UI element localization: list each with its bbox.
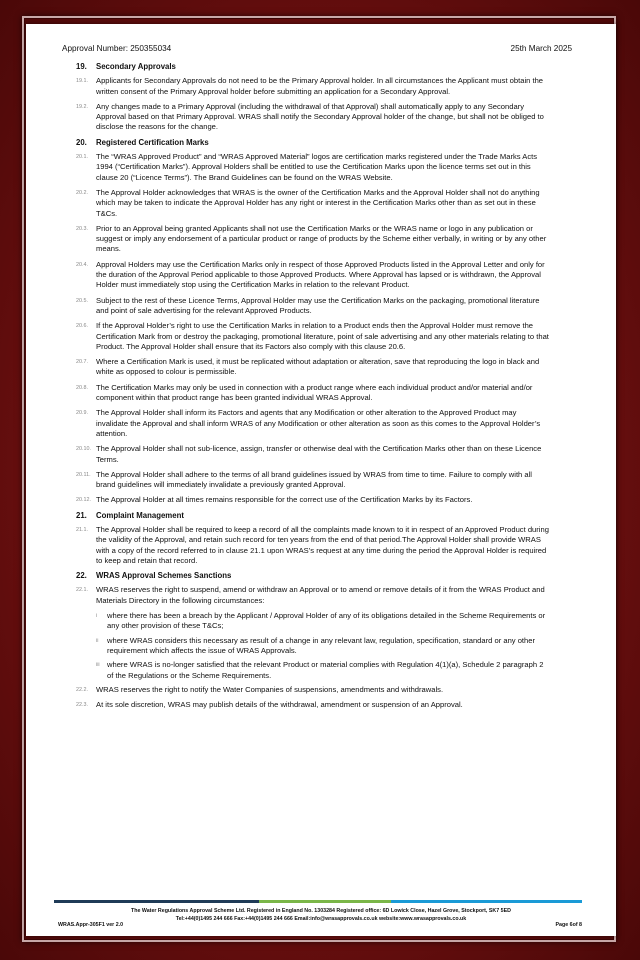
section-number: 21. bbox=[76, 510, 87, 520]
clause-number: 20.12. bbox=[76, 497, 91, 504]
clause bbox=[76, 700, 550, 710]
clause-text: The Certification Marks may only be used in connection with a product range where each individual product and/or material and/or component within that product range has been granted individual WRAS Approval. bbox=[96, 382, 533, 403]
section-number: 20. bbox=[76, 137, 87, 147]
clause bbox=[76, 495, 550, 505]
clause-number: 20.3. bbox=[76, 225, 88, 232]
clause-text: Any changes made to a Primary Approval (including the withdrawal of that Approval) shall automatically apply to any Secondary Approval based on that Primary Approval. WRAS shall notify the Secondary Approval holder of the change, but shall not be obliged to disclose the reasons for the change. bbox=[96, 101, 544, 132]
section-title: Secondary Approvals bbox=[96, 62, 176, 71]
clause bbox=[76, 296, 550, 317]
clause-text: The Approval Holder shall adhere to the terms of all brand guidelines issued by WRAS from time to time. Failure to comply with all brand guidelines will immediately invalidate a previously granted Approval. bbox=[96, 469, 532, 490]
clause bbox=[76, 444, 550, 465]
footer-company-line: The Water Regulations Approval Scheme Ltd. Registered in England No. 1303284 Registered office: 6D Lowick Close, Hazel Grove, Stockport, SK7 5ED bbox=[131, 908, 511, 914]
sub-clause-number: i bbox=[96, 613, 98, 620]
header-date: 25th March 2025 bbox=[510, 44, 572, 53]
clause-number: 22.1. bbox=[76, 587, 88, 594]
clause-text: If the Approval Holder’s right to use the Certification Marks in relation to a Product ends then the Approval Holder must remove the Certification Mark from or destroy the packaging, promotional literature, point of sale advertising and any other materials relating to that Product. The Approval Holder shall ensure that its Factors also comply with this clause 20.6. bbox=[96, 321, 549, 351]
clause-text: Applicants for Secondary Approvals do not need to be the Primary Approval holder. In all circumstances the Applicant must obtain the written consent of the Primary Approval holder before submitting an application for a Secondary Approval. bbox=[96, 76, 544, 96]
clause-number: 20.2. bbox=[76, 189, 88, 196]
clause bbox=[76, 408, 550, 439]
clause-number: 20.8. bbox=[76, 384, 88, 391]
clause-text: Where a Certification Mark is used, it must be replicated without adaptation or alteration, save that reproducing the logo in black and white as opposed to colour is permissible. bbox=[96, 357, 540, 377]
sub-clause-number: ii bbox=[96, 637, 99, 644]
clause bbox=[76, 76, 550, 97]
clause-text: Subject to the rest of these Licence Terms, Approval Holder may use the Certification Marks on the packaging, promotional literature and point of sale advertising for the relevant Approved Products. bbox=[96, 295, 540, 315]
clause bbox=[76, 470, 550, 491]
clause bbox=[76, 585, 550, 606]
clause-text: The Approval Holder shall be required to keep a record of all the complaints made known to it in respect of an Approved Product during the validity of the Approval, and retain such record for ten years from the end of that period.The Approval Holder shall provide WRAS with a copy of the record referred to in clause 21.1 upon WRAS’s request at any time during the period the Approval Holder is required to keep and retain that record. bbox=[96, 524, 549, 565]
footer-contact-line: Tel:+44(0)1495 244 666 Fax:+44(0)1495 244 666 Email:info@wrasapprovals.co.uk website:www.wrasapprovals.co.uk bbox=[175, 916, 467, 922]
clause-text: Prior to an Approval being granted Applicants shall not use the Certification Marks or the WRAS name or logo in any publication or suggest or imply any endorsement of a particular product or range of products by the Scheme either verbally, in writing or by any other means. bbox=[96, 223, 547, 254]
section-heading bbox=[76, 62, 550, 72]
clause-number: 19.2. bbox=[76, 103, 88, 110]
section-number: 19. bbox=[76, 62, 87, 71]
footer-bar-navy bbox=[54, 900, 259, 903]
clause-text: The Approval Holder shall inform its Factors and agents that any Modification or other alteration to the Approved Product may invalidate the Approval and shall inform WRAS of any Modification or other alteration as soon as this comes to the Approval Holder’s attention. bbox=[96, 408, 541, 438]
clause-number: 20.10. bbox=[76, 446, 91, 453]
clause-number: 20.1. bbox=[76, 154, 88, 161]
sub-clause-text: where WRAS is no-longer satisfied that the relevant Product or material complies with Regulation 4(1)(a), Schedule 2 paragraph 2 of the Regulations or the Scheme Requirements. bbox=[107, 660, 544, 680]
section-heading bbox=[76, 511, 550, 521]
section-heading bbox=[76, 571, 550, 581]
footer-page-number: Page 6of 8 bbox=[555, 922, 582, 928]
approval-number: Approval Number: 250355034 bbox=[62, 44, 172, 53]
sub-clause bbox=[76, 660, 550, 681]
clause-number: 20.11. bbox=[76, 471, 91, 478]
clause bbox=[76, 383, 550, 404]
clause-number: 20.9. bbox=[76, 410, 88, 417]
section-heading bbox=[76, 138, 550, 148]
sub-clause bbox=[76, 611, 550, 632]
clause-number: 20.7. bbox=[76, 359, 88, 366]
clause-text: Approval Holders may use the Certification Marks only in respect of those Approved Products listed in the Approval Letter and only for the duration of the Approval Period applicable to those Approved Products. Where Approval has lapsed or is withdrawn, the Approval Holder must immediately stop using the Certification Marks in relation to the relevant Product. bbox=[96, 259, 545, 290]
footer-color-bar bbox=[54, 900, 582, 903]
section-number: 22. bbox=[76, 571, 87, 581]
clause bbox=[76, 525, 550, 566]
footer-doc-ref: WRAS.Appr-305F1 ver 2.0 bbox=[58, 922, 124, 928]
clause-text: The “WRAS Approved Product” and “WRAS Approved Material” logos are certification marks registered under the Trade Marks Acts 1994 (“Certification Marks”). Approval Holders shall be entitled to use the Certification Marks upon the licence terms set out in this clause 20 (“Licence Terms”). The Brand Guidelines can be found on the WRAS Website. bbox=[96, 152, 538, 182]
clause bbox=[76, 685, 550, 695]
section-title: WRAS Approval Schemes Sanctions bbox=[96, 571, 232, 581]
sub-clause bbox=[76, 636, 550, 657]
clause-number: 19.1. bbox=[76, 78, 88, 85]
clause-text: At its sole discretion, WRAS may publish details of the withdrawal, amendment or suspension of an Approval. bbox=[96, 700, 463, 710]
clause bbox=[76, 321, 550, 352]
section-title: Registered Certification Marks bbox=[96, 137, 209, 147]
document-page bbox=[26, 24, 616, 936]
sub-clause-number: iii bbox=[96, 662, 100, 669]
clause-text: The Approval Holder at all times remains responsible for the correct use of the Certification Marks by its Factors. bbox=[96, 495, 473, 505]
clause-text: WRAS reserves the right to notify the Water Companies of suspensions, amendments and withdrawals. bbox=[96, 684, 444, 694]
clause-number: 20.5. bbox=[76, 297, 88, 304]
clause-number: 20.6. bbox=[76, 323, 88, 330]
clause bbox=[76, 102, 550, 133]
clause-number: 20.4. bbox=[76, 261, 88, 268]
clause bbox=[76, 260, 550, 291]
clause bbox=[76, 224, 550, 255]
clause bbox=[76, 188, 550, 219]
clause bbox=[76, 152, 550, 183]
clause bbox=[76, 357, 550, 378]
page-header bbox=[62, 44, 572, 53]
sub-clause-text: where there has been a breach by the Applicant / Approval Holder of any of its obligations detailed in the Scheme Requirements or any other provision of these T&Cs; bbox=[107, 611, 546, 631]
clause-text: WRAS reserves the right to suspend, amend or withdraw an Approval or to amend or remove details of it from the WRAS Product and Materials Directory in the following circumstances: bbox=[96, 585, 545, 605]
section-title: Complaint Management bbox=[96, 510, 184, 520]
sub-clause-text: where WRAS considers this necessary as result of a change in any relevant law, regulation, specification, standard or any other requirement which affects the issue of WRAS Approvals. bbox=[107, 635, 536, 655]
clause-text: The Approval Holder shall not sub-licence, assign, transfer or otherwise deal with the Certification Marks other than on these Licence Terms. bbox=[96, 444, 542, 464]
terms-content bbox=[76, 60, 550, 715]
clause-number: 21.1. bbox=[76, 526, 88, 533]
clause-number: 22.2. bbox=[76, 686, 88, 693]
clause-text: The Approval Holder acknowledges that WRAS is the owner of the Certification Marks and the Approval Holder shall not do anything which may be taken to indicate the Approval Holder has any right or interest in the Certification Marks other than as set out in these T&Cs. bbox=[96, 187, 540, 218]
footer-bar-green bbox=[259, 900, 391, 903]
clause-number: 22.3. bbox=[76, 702, 88, 709]
footer-bar-blue bbox=[391, 900, 582, 903]
